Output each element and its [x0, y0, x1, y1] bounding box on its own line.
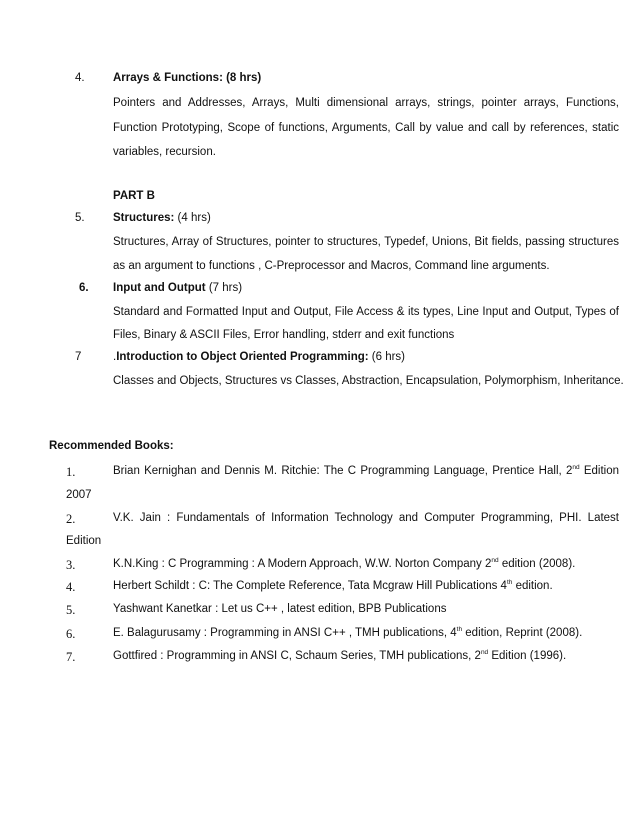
- unit-7-hours: (6 hrs): [368, 351, 405, 363]
- unit-5-heading: [113, 212, 211, 224]
- books-heading: Recommended Books:: [49, 440, 174, 452]
- book-2-number: 2.: [66, 512, 76, 526]
- book-1-number: 1.: [66, 465, 76, 479]
- unit-6-heading: [113, 282, 242, 294]
- unit-5-hours: (4 hrs): [174, 212, 211, 224]
- unit-5-number: 5.: [75, 212, 85, 224]
- unit-7-heading: [113, 351, 405, 363]
- book-7-text: Gottfired : Programming in ANSI C, Schaum Series, TMH publications, 2nd Edition (1996).: [113, 649, 567, 662]
- unit-5-line-2: as an argument to functions , C-Preprocessor and Macros, Command line arguments.: [113, 260, 550, 272]
- book-3-text: K.N.King : C Programming : A Modern Approach, W.W. Norton Company 2nd edition (2008).: [113, 557, 576, 570]
- unit-4-line-1: Pointers and Addresses, Arrays, Multi dimensional arrays, strings, pointer arrays, Functions,: [113, 97, 619, 109]
- unit-6-hours: (7 hrs): [205, 282, 243, 294]
- book-7-number: 7.: [66, 650, 76, 664]
- book-6-number: 6.: [66, 627, 76, 641]
- book-5-text: Yashwant Kanetkar : Let us C++ , latest edition, BPB Publications: [113, 603, 447, 615]
- unit-5-title: Structures:: [113, 212, 175, 224]
- unit-7-title: Introduction to Object Oriented Programming:: [116, 351, 369, 363]
- unit-4-title: Arrays & Functions: (8 hrs): [113, 72, 262, 84]
- unit-4-number: 4.: [75, 72, 85, 84]
- book-5-number: 5.: [66, 603, 76, 617]
- book-2-line-1: V.K. Jain : Fundamentals of Information Technology and Computer Programming, PHI. Latest: [113, 512, 619, 524]
- unit-6-line-2: Files, Binary & ASCII Files, Error handling, stderr and exit functions: [113, 329, 455, 341]
- unit-7-number: 7: [75, 351, 82, 363]
- unit-6-number: 6.: [79, 282, 89, 294]
- book-6-text: E. Balagurusamy : Programming in ANSI C++ , TMH publications, 4th edition, Reprint (2008).: [113, 626, 583, 639]
- part-b-heading: PART B: [113, 190, 155, 202]
- book-4-number: 4.: [66, 580, 76, 594]
- book-1-line-1: Brian Kernighan and Dennis M. Ritchie: The C Programming Language, Prentice Hall, 2nd Edition: [113, 464, 619, 477]
- unit-7-prefix: .: [113, 351, 117, 363]
- unit-5-line-1: Structures, Array of Structures, pointer to structures, Typedef, Unions, Bit fields, passing structures: [113, 236, 619, 248]
- book-1-line-2: 2007: [66, 489, 92, 501]
- unit-4-line-2: Function Prototyping, Scope of functions, Arguments, Call by value and call by references, static: [113, 122, 619, 134]
- book-4-text: Herbert Schildt : C: The Complete Reference, Tata Mcgraw Hill Publications 4th edition.: [113, 579, 553, 592]
- book-2-line-2: Edition: [66, 535, 102, 547]
- book-3-number: 3.: [66, 558, 76, 572]
- unit-6-title: Input and Output: [113, 282, 206, 294]
- unit-6-line-1: Standard and Formatted Input and Output, File Access & its types, Line Input and Output, Types of: [113, 306, 619, 318]
- unit-4-line-3: variables, recursion.: [113, 146, 216, 158]
- unit-7-line-1: Classes and Objects, Structures vs Classes, Abstraction, Encapsulation, Polymorphism, Inheritance.: [113, 375, 624, 387]
